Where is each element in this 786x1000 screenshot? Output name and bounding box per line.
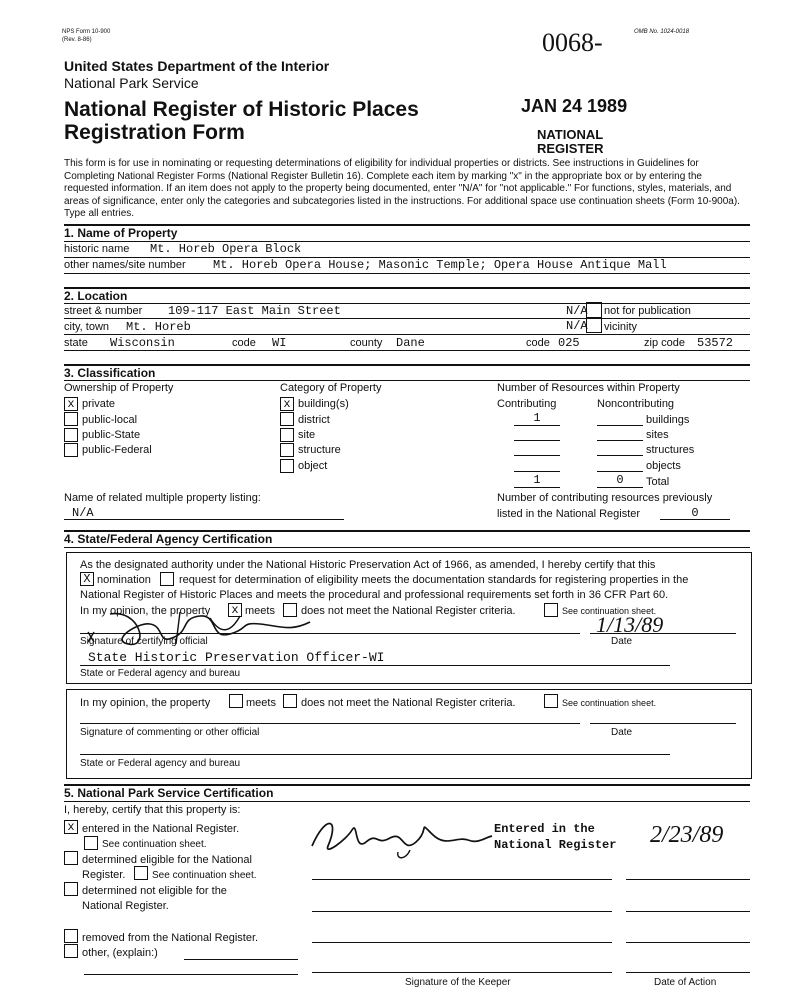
section-2-title: 2. Location xyxy=(64,289,128,303)
blank-line xyxy=(514,471,560,472)
city-field[interactable]: Mt. Horeb xyxy=(126,320,191,334)
does-not-meet-label: does not meet the National Register criteria. xyxy=(301,605,516,617)
blank-line xyxy=(597,487,643,488)
handwritten-number: 0068- xyxy=(542,28,603,57)
section-5-title: 5. National Park Service Certification xyxy=(64,786,274,800)
county-label: county xyxy=(350,337,383,349)
ownership-private-checkbox[interactable]: x xyxy=(64,397,78,411)
other-names-label: other names/site number xyxy=(64,259,186,271)
request-label: request for determination of eligibility meets the documentation standards for registering properties in the xyxy=(179,574,689,586)
keeper-signature-label: Signature of the Keeper xyxy=(405,977,511,988)
ownership-heading: Ownership of Property xyxy=(64,382,174,394)
date2-label: Date xyxy=(611,727,633,738)
entered-stamp-line2: National Register xyxy=(494,838,617,852)
divider xyxy=(64,380,750,381)
ownership-public-state-checkbox[interactable] xyxy=(64,428,78,442)
not-for-publication-label: not for publication xyxy=(604,305,691,317)
received-date-stamp: JAN 24 1989 xyxy=(521,96,628,116)
determined-eligible-label: determined eligible for the National xyxy=(82,854,252,866)
historic-name-field[interactable]: Mt. Horeb Opera Block xyxy=(150,242,302,256)
opinion-label: In my opinion, the property xyxy=(80,605,211,617)
form-title-line2: Registration Form xyxy=(64,121,245,144)
state-code-label: code xyxy=(232,337,256,349)
other-label: other, (explain:) xyxy=(82,947,158,959)
certification-date[interactable]: 1/13/89 xyxy=(596,612,664,637)
certify-statement: I, hereby, certify that this property is: xyxy=(64,804,241,816)
removed-label: removed from the National Register. xyxy=(82,932,259,944)
signature2-label: Signature of commenting or other official xyxy=(80,727,260,738)
street-label: street & number xyxy=(64,305,143,317)
opinion2-label: In my opinion, the property xyxy=(80,697,211,709)
certification-statement-3: National Register of Historic Places and meets the procedural and professional requirements set forth in 36 CFR Part 60. xyxy=(80,589,669,601)
resource-buildings-label: buildings xyxy=(646,414,690,426)
signature-label: Signature of certifying official xyxy=(80,636,208,647)
related-listing-label: Name of related multiple property listing: xyxy=(64,492,261,504)
vicinity-field[interactable]: N/A xyxy=(566,319,588,333)
eligible-continuation-checkbox[interactable] xyxy=(134,866,148,880)
does-not-meet2-checkbox[interactable] xyxy=(283,694,297,708)
blank-line xyxy=(514,440,560,441)
county-field[interactable]: Dane xyxy=(396,336,425,350)
blank-line xyxy=(312,972,612,973)
blank-line xyxy=(626,879,750,880)
keeper-date[interactable]: 2/23/89 xyxy=(650,822,724,848)
other-names-field[interactable]: Mt. Horeb Opera House; Masonic Temple; Opera House Antique Mall xyxy=(213,258,667,272)
category-building-checkbox[interactable]: x xyxy=(280,397,294,411)
entered-stamp-line1: Entered in the xyxy=(494,822,595,836)
certification-statement: As the designated authority under the National Historic Preservation Act of 1966, as amended, I hereby certify that this xyxy=(80,559,656,571)
eligible-continuation-label: See continuation sheet. xyxy=(152,870,257,881)
blank-line xyxy=(626,972,750,973)
not-for-publication-checkbox[interactable] xyxy=(586,302,602,318)
does-not-meet2-label: does not meet the National Register criteria. xyxy=(301,697,516,709)
blank-line xyxy=(514,425,560,426)
meets2-checkbox[interactable] xyxy=(229,694,243,708)
not-for-publication-field[interactable]: N/A xyxy=(566,304,588,318)
form-title-line1: National Register of Historic Places xyxy=(64,98,419,121)
ownership-public-local-label: public-local xyxy=(82,414,138,426)
blank-line xyxy=(84,974,298,975)
department-name: United States Department of the Interior xyxy=(64,58,330,74)
blank-line xyxy=(312,942,612,943)
official-title-field[interactable]: State Historic Preservation Officer-WI xyxy=(88,650,385,665)
national-register-label: National Register. xyxy=(82,900,169,912)
previously-listed-label-1: Number of contributing resources previously xyxy=(497,492,713,504)
historic-name-label: historic name xyxy=(64,243,130,255)
entered-label: entered in the National Register. xyxy=(82,823,240,835)
blank-line xyxy=(312,911,612,912)
date-label: Date xyxy=(611,636,633,647)
category-building-label: building(s) xyxy=(298,398,349,410)
section-3-title: 3. Classification xyxy=(64,366,156,380)
continuation2-checkbox[interactable] xyxy=(544,694,558,708)
divider xyxy=(64,547,750,548)
meets-label: meets xyxy=(245,605,275,617)
blank-line xyxy=(184,959,298,960)
county-code-field[interactable]: 025 xyxy=(558,336,580,350)
section-4-title: 4. State/Federal Agency Certification xyxy=(64,532,273,546)
category-structure-label: structure xyxy=(298,444,341,456)
divider xyxy=(64,364,750,366)
divider xyxy=(64,273,750,274)
intro-paragraph: This form is for use in nominating or requesting determinations of eligibility for individual properties or districts. See instructions in Guidelines for Completing National Register Forms (National Register Bulletin 16). Complete each item by marking "x" in the appropriate box or by entering the requested information. If an item does not apply to the property being documented, enter "N/A" for "not applicable." For functions, styles, materials, and areas of significance, enter only the categories and subcategories listed in the instructions. For additional space use continuation sheets (Form 10-900a). Type all entries. xyxy=(64,158,740,219)
agency2-label: State or Federal agency and bureau xyxy=(80,758,241,769)
register-label: Register. xyxy=(82,869,126,881)
resource-sites-label: sites xyxy=(646,429,669,441)
ownership-public-federal-checkbox[interactable] xyxy=(64,443,78,457)
resource-objects-label: objects xyxy=(646,460,681,472)
agency-name: National Park Service xyxy=(64,75,199,91)
vicinity-checkbox[interactable] xyxy=(586,317,602,333)
city-label: city, town xyxy=(64,321,110,333)
blank-line xyxy=(80,665,670,666)
divider xyxy=(64,287,750,289)
previously-listed-field[interactable]: 0 xyxy=(691,506,699,520)
blank-line xyxy=(660,519,730,520)
continuation2-label: See continuation sheet. xyxy=(562,698,657,708)
nomination-checkbox[interactable]: X xyxy=(80,572,94,586)
stamp-register: REGISTER xyxy=(537,141,604,156)
not-eligible-label: determined not eligible for the xyxy=(82,885,227,897)
ownership-public-federal-label: public-Federal xyxy=(82,444,152,456)
category-district-label: district xyxy=(298,414,330,426)
category-site-label: site xyxy=(298,429,316,441)
blank-line xyxy=(80,723,580,724)
blank-line xyxy=(64,519,344,520)
street-field[interactable]: 109-117 East Main Street xyxy=(168,304,341,318)
divider xyxy=(64,801,750,802)
agency-label: State or Federal agency and bureau xyxy=(80,668,241,679)
category-heading: Category of Property xyxy=(280,382,382,394)
meets2-label: meets xyxy=(246,697,276,709)
resource-structures-label: structures xyxy=(646,444,695,456)
state-label: state xyxy=(64,337,88,349)
state-field[interactable]: Wisconsin xyxy=(110,336,175,350)
continuation-label: See continuation sheet. xyxy=(562,606,657,616)
category-object-label: object xyxy=(298,460,328,472)
noncontributing-total[interactable]: 0 xyxy=(616,473,624,487)
other-checkbox[interactable] xyxy=(64,944,78,958)
request-checkbox[interactable] xyxy=(160,572,174,586)
noncontributing-heading: Noncontributing xyxy=(597,398,675,410)
county-code-label: code xyxy=(526,337,550,349)
blank-line xyxy=(514,487,560,488)
divider xyxy=(64,350,750,351)
blank-line xyxy=(626,942,750,943)
category-object-checkbox[interactable] xyxy=(280,459,294,473)
not-eligible-checkbox[interactable] xyxy=(64,882,78,896)
removed-checkbox[interactable] xyxy=(64,929,78,943)
blank-line xyxy=(80,754,670,755)
omb-number: OMB No. 1024-0018 xyxy=(634,29,690,35)
continuation-checkbox[interactable] xyxy=(544,603,558,617)
blank-line xyxy=(597,471,643,472)
blank-line xyxy=(590,723,736,724)
blank-line xyxy=(597,425,643,426)
form-revision: (Rev. 8-86) xyxy=(62,37,92,43)
contributing-total[interactable]: 1 xyxy=(533,473,541,487)
ownership-public-local-checkbox[interactable] xyxy=(64,412,78,426)
entered-continuation-checkbox[interactable] xyxy=(84,836,98,850)
section-1-title: 1. Name of Property xyxy=(64,226,178,240)
category-site-checkbox[interactable] xyxy=(280,428,294,442)
divider xyxy=(64,303,750,304)
nomination-label: nomination xyxy=(97,574,151,586)
vicinity-label: vicinity xyxy=(604,321,638,333)
blank-line xyxy=(597,455,643,456)
contributing-buildings[interactable]: 1 xyxy=(533,411,541,425)
related-listing-field[interactable]: N/A xyxy=(72,506,94,520)
ownership-private-label: private xyxy=(82,398,116,410)
blank-line xyxy=(590,633,736,634)
zip-field[interactable]: 53572 xyxy=(697,336,734,350)
stamp-national: NATIONAL xyxy=(537,127,604,142)
ownership-public-state-label: public-State xyxy=(82,429,141,441)
form-number: NPS Form 10-900 xyxy=(62,29,111,35)
keeper-signature xyxy=(306,812,496,862)
entered-checkbox[interactable]: x xyxy=(64,820,78,834)
blank-line xyxy=(626,911,750,912)
contributing-heading: Contributing xyxy=(497,398,557,410)
blank-line xyxy=(80,633,580,634)
blank-line xyxy=(514,455,560,456)
determined-eligible-checkbox[interactable] xyxy=(64,851,78,865)
divider xyxy=(64,318,750,319)
date-of-action-label: Date of Action xyxy=(654,977,717,988)
blank-line xyxy=(597,440,643,441)
zip-label: zip code xyxy=(644,337,685,349)
meets-checkbox[interactable]: x xyxy=(228,603,242,617)
divider xyxy=(64,334,750,335)
previously-listed-label-2: listed in the National Register xyxy=(497,508,641,520)
category-structure-checkbox[interactable] xyxy=(280,443,294,457)
blank-line xyxy=(312,879,612,880)
category-district-checkbox[interactable] xyxy=(280,412,294,426)
resource-total-label: Total xyxy=(646,476,670,488)
resources-heading: Number of Resources within Property xyxy=(497,382,680,394)
state-code-field[interactable]: WI xyxy=(272,336,287,350)
entered-continuation-label: See continuation sheet. xyxy=(102,839,207,850)
